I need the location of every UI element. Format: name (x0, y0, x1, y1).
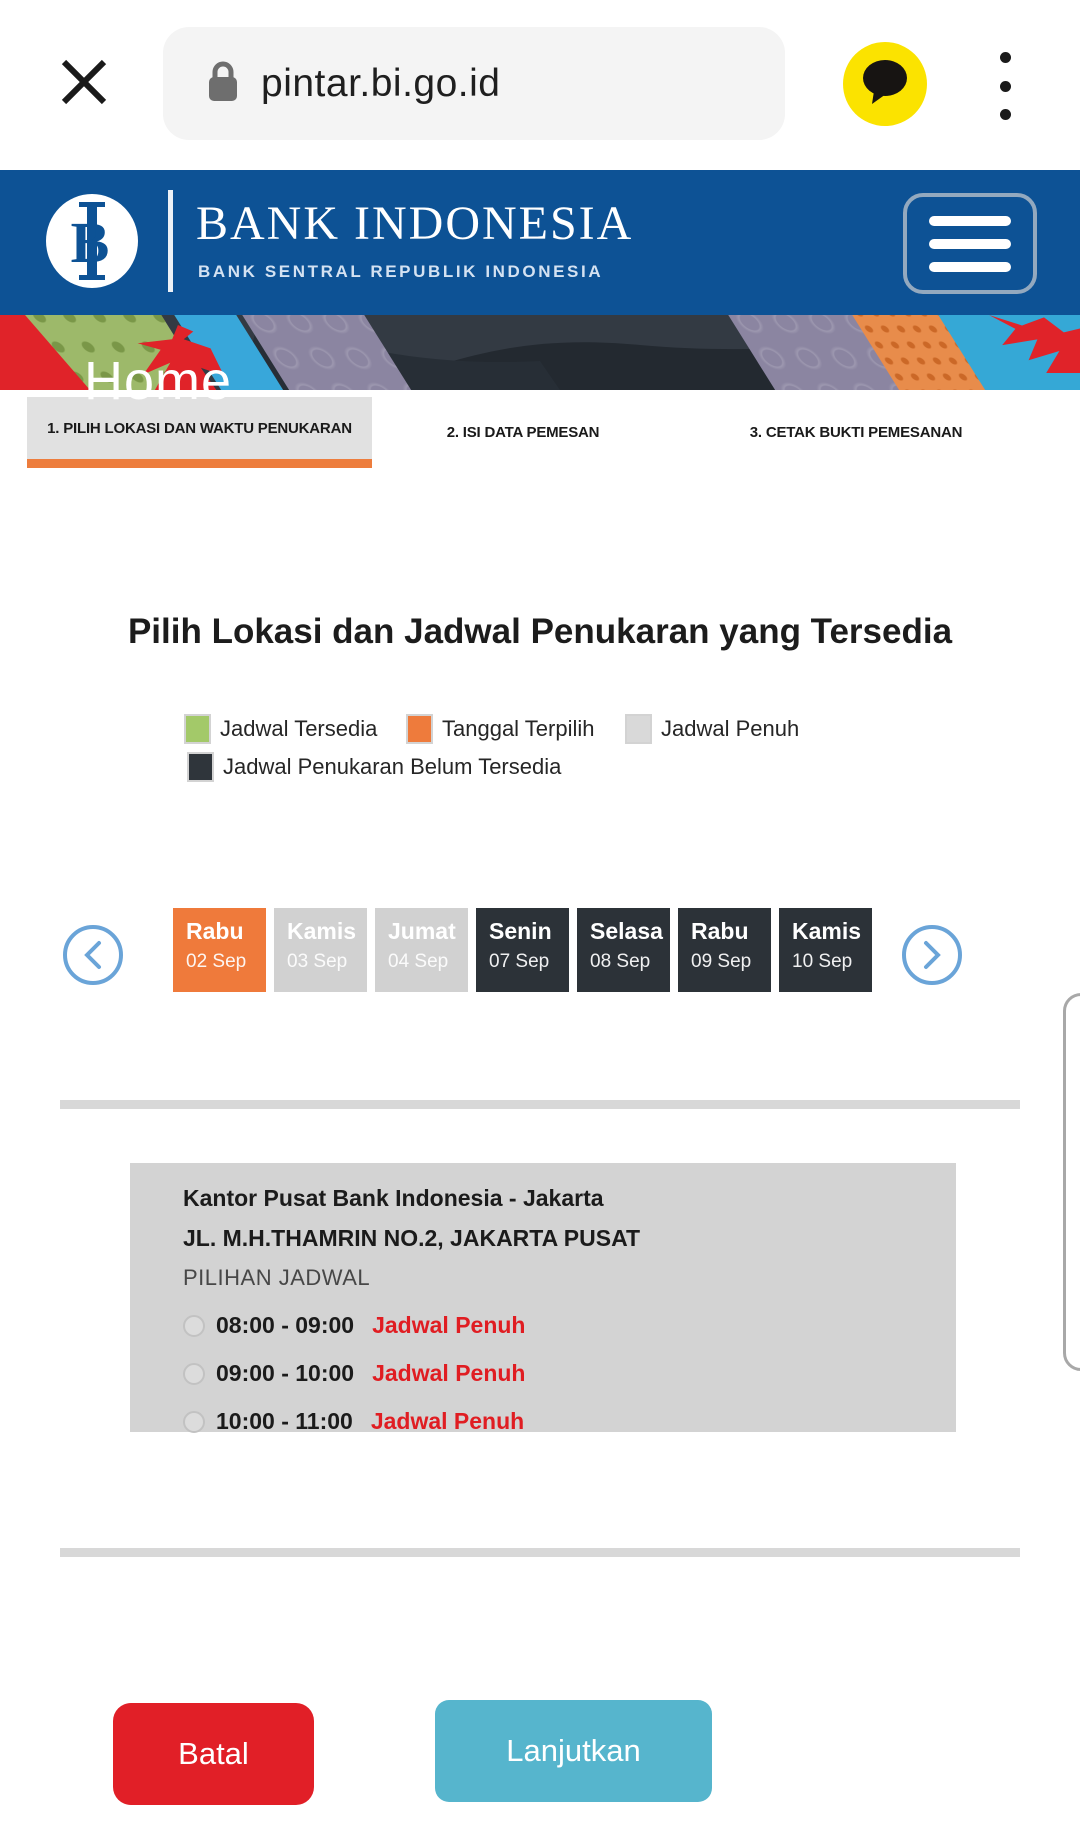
chevron-left-icon (80, 939, 106, 971)
schedule-slot-row[interactable] (183, 1312, 956, 1339)
date-value: 09 Sep (691, 951, 752, 973)
continue-button[interactable]: Lanjutkan (435, 1700, 712, 1802)
legend-swatch-green (184, 714, 211, 744)
tab-label: 3. CETAK BUKTI PEMESANAN (749, 424, 963, 441)
slot-time: 10:00 - 11:00 (216, 1408, 353, 1434)
lock-icon (207, 60, 239, 107)
chevron-right-icon (919, 939, 945, 971)
date-cell-unavailable[interactable] (577, 908, 670, 992)
date-value: 02 Sep (186, 951, 247, 973)
browser-menu-icon[interactable] (995, 52, 1015, 120)
date-value: 07 Sep (489, 951, 550, 973)
legend-item-tersedia (184, 714, 377, 744)
legend-label: Jadwal Penuh (661, 716, 800, 741)
date-value: 10 Sep (792, 951, 853, 973)
location-card (130, 1163, 956, 1432)
legend-swatch-gray (625, 714, 652, 744)
schedule-label: PILIHAN JADWAL (183, 1265, 371, 1290)
kakao-talk-button[interactable] (843, 42, 927, 126)
active-tab-underline (27, 459, 372, 468)
page-title: Home (84, 351, 233, 411)
date-day: Kamis (792, 918, 862, 944)
date-day: Kamis (287, 918, 357, 944)
date-carousel (173, 908, 872, 992)
legend-swatch-dark (187, 752, 214, 782)
section-title: Pilih Lokasi dan Jadwal Penukaran yang Tersedia (127, 612, 953, 651)
legend-item-penuh (625, 714, 799, 744)
slot-time: 08:00 - 09:00 (216, 1312, 355, 1338)
date-cell-full[interactable] (375, 908, 468, 992)
hamburger-menu-button[interactable] (903, 193, 1037, 294)
header-divider (168, 190, 173, 292)
brand-tagline: BANK SENTRAL REPUBLIK INDONESIA (198, 262, 604, 281)
slot-status: Jadwal Penuh (372, 1360, 526, 1386)
date-day: Senin (489, 918, 552, 944)
date-day: Rabu (186, 918, 244, 944)
date-cell-selected[interactable] (173, 908, 266, 992)
tab-isi-data-pemesan[interactable] (372, 397, 674, 468)
date-day: Rabu (691, 918, 749, 944)
legend-swatch-orange (406, 714, 433, 744)
legend-item-terpilih (406, 714, 594, 744)
legend-item-belum-tersedia (187, 752, 561, 782)
url-bar[interactable] (163, 27, 785, 140)
close-icon[interactable] (56, 54, 112, 110)
carousel-prev-button[interactable] (63, 925, 123, 985)
browser-top-bar (0, 0, 1080, 170)
brand-name: BANK INDONESIA (196, 197, 634, 250)
cancel-button[interactable]: Batal (113, 1703, 314, 1805)
bank-indonesia-logo (46, 194, 138, 288)
schedule-slot-row[interactable] (183, 1360, 956, 1387)
legend-label: Jadwal Tersedia (220, 716, 378, 741)
chat-bubble-icon (860, 58, 910, 111)
slot-time: 09:00 - 10:00 (216, 1360, 355, 1386)
date-value: 03 Sep (287, 951, 348, 973)
bank-indonesia-header (0, 170, 1080, 315)
section-divider (60, 1100, 1020, 1109)
legend-label: Jadwal Penukaran Belum Tersedia (223, 754, 562, 779)
url-text: pintar.bi.go.id (261, 61, 501, 105)
schedule-slot-row[interactable] (183, 1408, 956, 1435)
date-cell-unavailable[interactable] (779, 908, 872, 992)
svg-text:B: B (70, 210, 110, 275)
date-cell-full[interactable] (274, 908, 367, 992)
date-day: Jumat (388, 918, 456, 944)
section-divider (60, 1548, 1020, 1557)
date-cell-unavailable[interactable] (476, 908, 569, 992)
slot-radio[interactable] (183, 1363, 205, 1385)
location-name: Kantor Pusat Bank Indonesia - Jakarta (183, 1185, 604, 1211)
tab-label: 1. PILIH LOKASI DAN WAKTU PENUKARAN (47, 419, 352, 437)
date-value: 08 Sep (590, 951, 651, 973)
legend-label: Tanggal Terpilih (442, 716, 595, 741)
slot-status: Jadwal Penuh (370, 1408, 525, 1434)
tab-cetak-bukti[interactable] (700, 397, 1012, 468)
slot-radio[interactable] (183, 1315, 205, 1337)
carousel-next-button[interactable] (902, 925, 962, 985)
scrollbar[interactable] (1063, 993, 1080, 1371)
slot-status: Jadwal Penuh (372, 1312, 526, 1338)
date-cell-unavailable[interactable] (678, 908, 771, 992)
date-day: Selasa (590, 918, 663, 944)
date-value: 04 Sep (388, 951, 449, 973)
slot-radio[interactable] (183, 1411, 205, 1433)
tab-label: 2. ISI DATA PEMESAN (446, 424, 600, 441)
location-address: JL. M.H.THAMRIN NO.2, JAKARTA PUSAT (183, 1225, 641, 1251)
